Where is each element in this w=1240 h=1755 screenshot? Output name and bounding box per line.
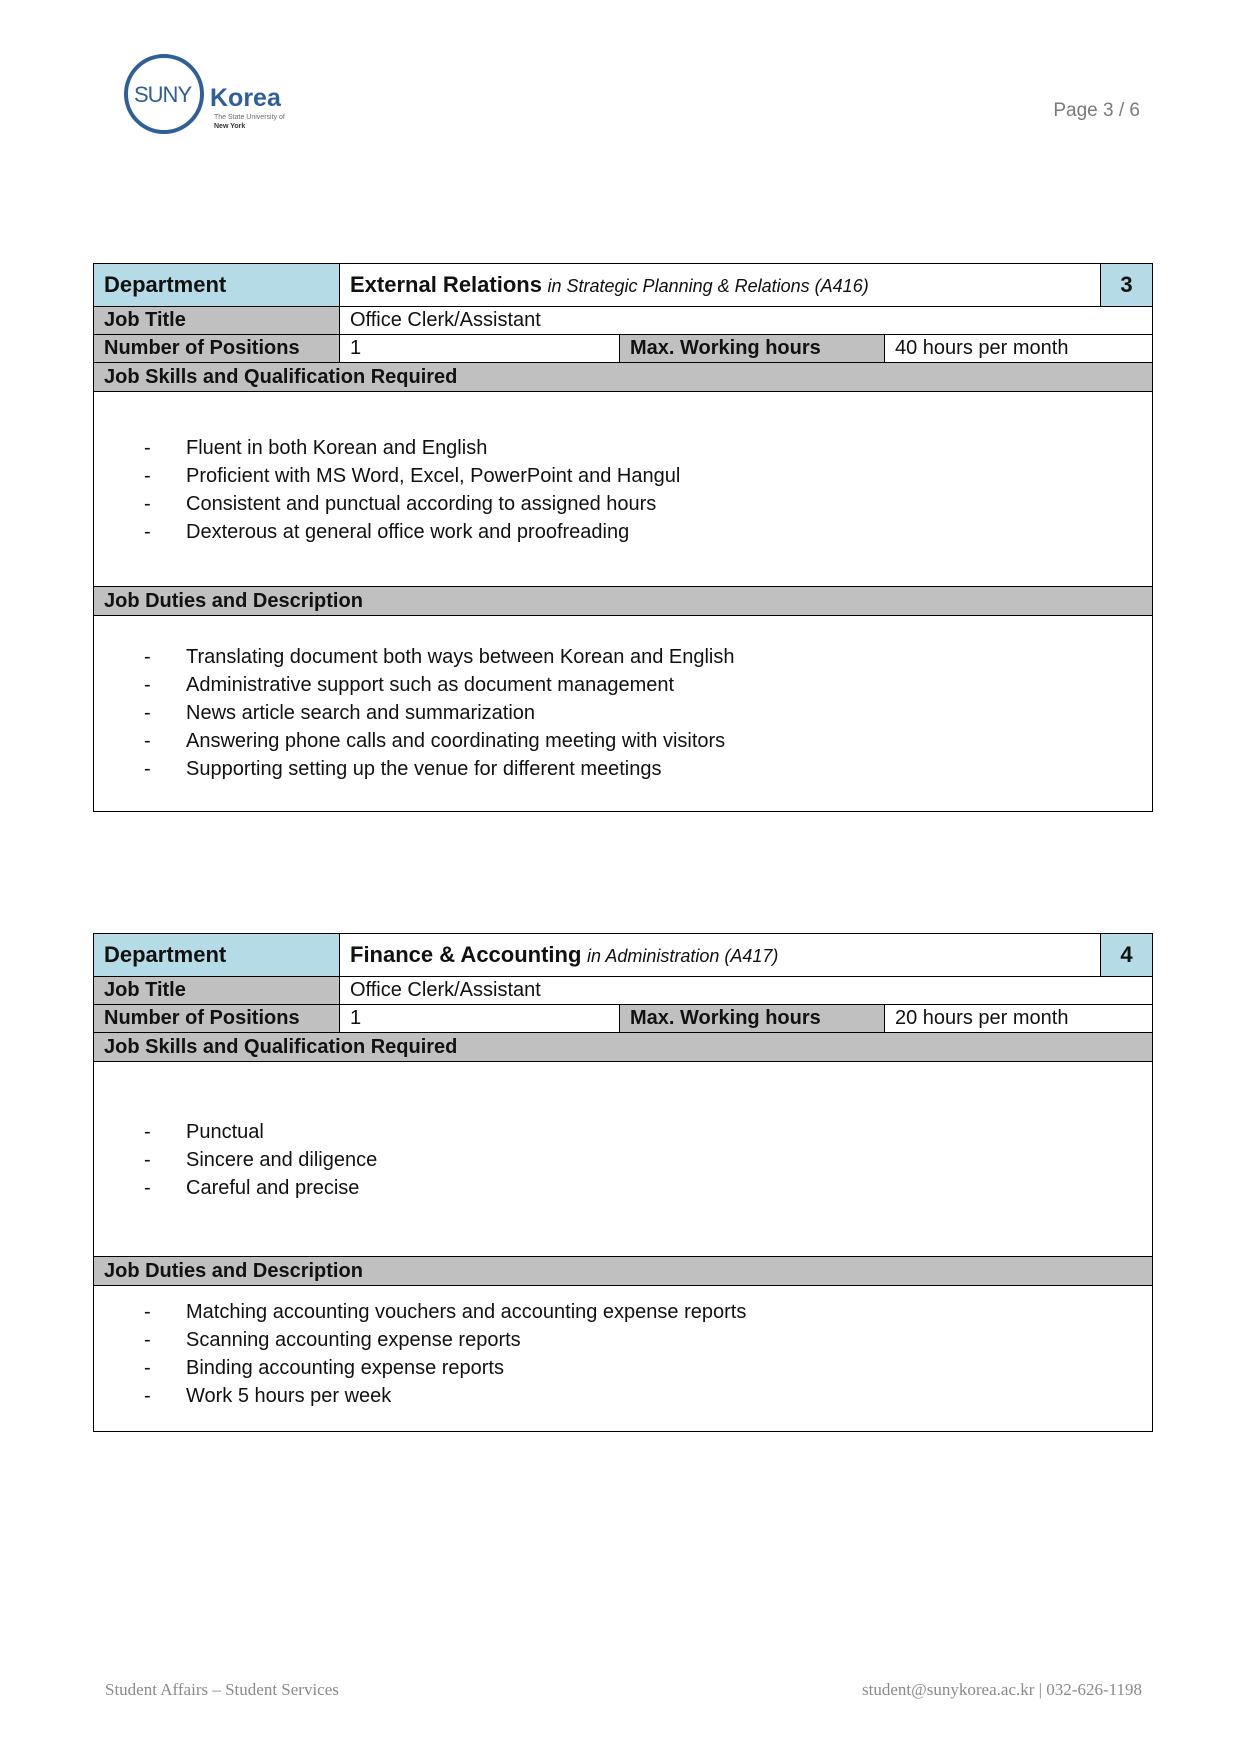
duties-header: Job Duties and Description — [94, 1257, 1153, 1286]
skills-list — [104, 1118, 1142, 1202]
list-item: - Binding accounting expense reports — [144, 1354, 1142, 1382]
duties-header: Job Duties and Description — [94, 587, 1153, 616]
duties-list — [104, 1298, 1142, 1410]
duties-list-cell — [94, 616, 1153, 812]
skills-list — [104, 434, 1142, 546]
list-item: - Supporting setting up the venue for different meetings — [144, 755, 1142, 783]
positions-value: 1 — [340, 1005, 620, 1033]
max-hours-label: Max. Working hours — [620, 335, 885, 363]
skills-header: Job Skills and Qualification Required — [94, 363, 1153, 392]
positions-label: Number of Positions — [94, 1005, 340, 1033]
department-label: Department — [94, 264, 340, 307]
logo-korea-text: Korea — [210, 84, 281, 112]
duties-list — [104, 643, 1142, 783]
logo-tagline: The State University of — [214, 114, 285, 121]
department-label: Department — [94, 934, 340, 977]
department-value — [340, 264, 1101, 307]
positions-label: Number of Positions — [94, 335, 340, 363]
job-table-3 — [93, 263, 1153, 812]
list-item: - Careful and precise — [144, 1174, 1142, 1202]
skills-header: Job Skills and Qualification Required — [94, 1033, 1153, 1062]
list-item: - Scanning accounting expense reports — [144, 1326, 1142, 1354]
duties-list-cell — [94, 1286, 1153, 1432]
skills-list-cell — [94, 392, 1153, 587]
job-table-4 — [93, 933, 1153, 1432]
job-number: 3 — [1101, 264, 1153, 307]
suny-korea-logo — [124, 54, 304, 142]
max-hours-value: 40 hours per month — [885, 335, 1153, 363]
list-item: - Matching accounting vouchers and accounting expense reports — [144, 1298, 1142, 1326]
list-item: - Proficient with MS Word, Excel, PowerPoint and Hangul — [144, 462, 1142, 490]
logo-tagline-2: New York — [214, 123, 246, 130]
list-item: - Translating document both ways between Korean and English — [144, 643, 1142, 671]
list-item: - Sincere and diligence — [144, 1146, 1142, 1174]
job-title-value: Office Clerk/Assistant — [340, 307, 1153, 335]
positions-value: 1 — [340, 335, 620, 363]
footer-contact: student@sunykorea.ac.kr | 032-626-1198 — [862, 1680, 1142, 1699]
list-item: - Administrative support such as document management — [144, 671, 1142, 699]
department-sub: in Administration (A417) — [586, 946, 779, 966]
department-sub: in Strategic Planning & Relations (A416) — [547, 276, 869, 296]
max-hours-value: 20 hours per month — [885, 1005, 1153, 1033]
department-value — [340, 934, 1101, 977]
job-title-label: Job Title — [94, 307, 340, 335]
list-item: - Punctual — [144, 1118, 1142, 1146]
list-item: - Dexterous at general office work and proofreading — [144, 518, 1142, 546]
footer-department: Student Affairs – Student Services — [105, 1680, 339, 1699]
department-name: External Relations — [350, 272, 542, 297]
page-number: Page 3 / 6 — [1053, 100, 1140, 121]
department-name: Finance & Accounting — [350, 942, 582, 967]
logo-suny-text: SUNY — [134, 82, 192, 107]
list-item: - Consistent and punctual according to assigned hours — [144, 490, 1142, 518]
job-number: 4 — [1101, 934, 1153, 977]
list-item: - Answering phone calls and coordinating meeting with visitors — [144, 727, 1142, 755]
job-title-label: Job Title — [94, 977, 340, 1005]
list-item: - News article search and summarization — [144, 699, 1142, 727]
list-item: - Fluent in both Korean and English — [144, 434, 1142, 462]
job-title-value: Office Clerk/Assistant — [340, 977, 1153, 1005]
skills-list-cell — [94, 1062, 1153, 1257]
list-item: - Work 5 hours per week — [144, 1382, 1142, 1410]
max-hours-label: Max. Working hours — [620, 1005, 885, 1033]
